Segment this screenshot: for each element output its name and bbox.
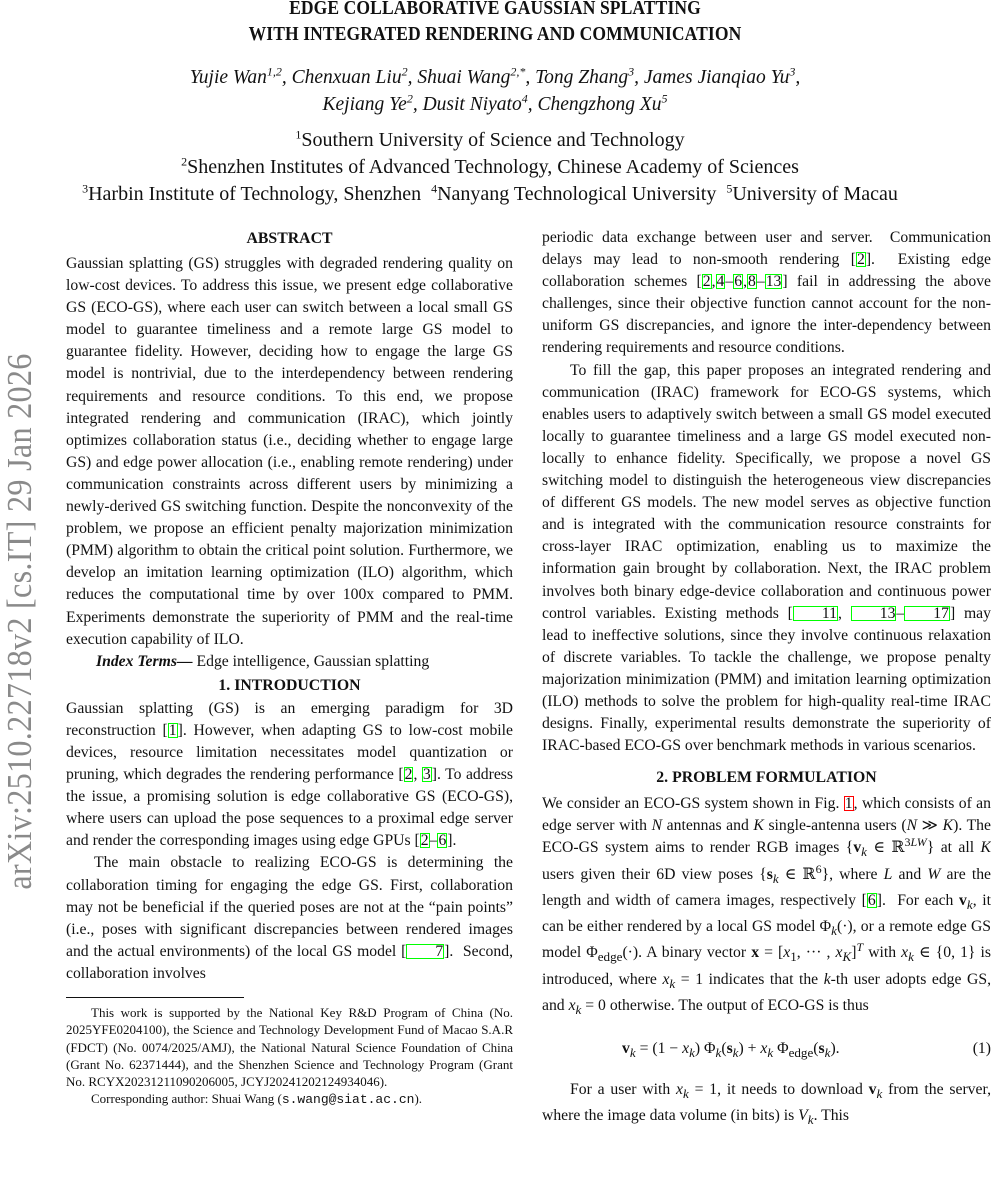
author: Chengzhong Xu$^5$ xyxy=(537,91,668,115)
citation-link[interactable]: 3 xyxy=(422,766,431,784)
left-column xyxy=(66,228,513,1109)
equation-1 xyxy=(542,1021,991,1079)
citation-link[interactable]: 4 xyxy=(716,273,725,291)
equation-body: $v_k = (1 - x_k) \Phi_k(s_k) + x_k$ $\Phi_{edge}(s_k)$. xyxy=(622,1040,840,1061)
citation-link[interactable]: 2 xyxy=(856,251,865,269)
affiliation: $^3$Harbin Institute of Technology, Shenzhen $^4$Nanyang Technological University $^5$University of Macau xyxy=(82,181,898,205)
author: Kejiang Ye$^2$ xyxy=(322,91,413,115)
citation-link[interactable]: 11 xyxy=(793,606,838,621)
problem-paragraph-2: For a user with $x_k = 1$, it needs to download $v_k$ from the server, where the image data volume (in bits) is $V_k$. This xyxy=(542,1081,991,1128)
index-terms: Index Terms— Edge intelligence, Gaussian splatting xyxy=(96,652,430,670)
citation-link[interactable]: 2 xyxy=(420,832,429,850)
citation-link[interactable]: 2 xyxy=(702,273,711,291)
abstract-text: Gaussian splatting (GS) struggles with degraded rendering quality on low-cost devices. To address this issue, we present edge collaborative GS (ECO-GS), where each user can switch between a local small GS model to guarantee timeliness and a remote large GS model to guarantee fidelity. However, deciding how to engage the large GS model is nontrivial, due to the interdependency between rendering requirements and resource conditions. To this end, we propose integrated rendering and communication (IRAC), which jointly optimizes collaboration status (i.e., deciding whether to engage large GS) and edge power allocation (i.e., enabling remote rendering) under communication constraints across different users by minimizing a newly-derived GS switching function. Despite the nonconvexity of the problem, we propose an efficient penalty majorization minimization (PMM) algorithm to obtain the critical point solution. Furthermore, we develop an imitation learning optimization (ILO) algorithm, which reduces the computational time by over 100x compared to PMM. Experiments demonstrate the superiority of PMM and the real-time execution capability of ILO. xyxy=(66,255,513,648)
author: Dusit Niyato$^4$ xyxy=(422,91,528,115)
corresponding-author-note: Corresponding author: Shuai Wang (s.wang@siat.ac.cn). xyxy=(91,1091,423,1108)
citation-link[interactable]: 13 xyxy=(765,273,782,291)
author: Yujie Wan$^{1,2}$ xyxy=(189,64,282,88)
corresponding-email: s.wang@siat.ac.cn xyxy=(281,1092,415,1108)
section-heading-introduction: 1. INTRODUCTION xyxy=(218,676,361,694)
title-line-2: WITH INTEGRATED RENDERING AND COMMUNICATION xyxy=(248,24,742,45)
citation-link[interactable]: 1 xyxy=(168,721,177,739)
affiliation: $^2$Shenzhen Institutes of Advanced Technology, Chinese Academy of Sciences xyxy=(181,154,799,178)
right-column xyxy=(542,227,991,1132)
citation-link[interactable]: 7 xyxy=(406,944,444,959)
citation-link[interactable]: 6 xyxy=(438,832,447,850)
author: Chenxuan Liu$^2$ xyxy=(291,64,408,88)
footnote xyxy=(66,1004,513,1109)
citation-link[interactable]: 6 xyxy=(867,891,876,909)
author-list: Yujie Wan$^{1,2}$, Chenxuan Liu$^2$, Shuai Wang$^{2,*}$, Tong Zhang$^3$, James Jianqiao Yu$^3$, Kejiang Ye$^2$, Dusit Niyato$^4$, Chengzhong Xu$^5$ xyxy=(189,64,801,115)
affiliation-list xyxy=(0,127,991,208)
figure-link[interactable]: 1 xyxy=(844,795,853,813)
citation-link[interactable]: 6 xyxy=(734,273,743,291)
author: Shuai Wang$^{2,*}$ xyxy=(417,64,526,88)
paper-title xyxy=(0,0,991,48)
funding-note: This work is supported by the National Key R&D Program of China (No. 2025YFE0204100), the Science and Technology Development Fund of Macao S.A.R (FDCT) (No. 0074/2025/AMJ), the National Natural Science Foundation of China (Grant No. 62371444), and the Shenzhen Science and Technology Program (Grant No. RCYX20231211090206005, JCYJ20241202124934046). xyxy=(66,1005,513,1090)
citation-link[interactable]: 17 xyxy=(904,606,950,621)
section-heading-problem-formulation: 2. PROBLEM FORMULATION xyxy=(656,769,877,787)
problem-paragraph-1: We consider an ECO-GS system shown in Fig. 1, which consists of an edge server with N antennas and K single-antenna users (N ≫ K). The ECO-GS system aims to render RGB images {$v_k$ ∈ ℝ$^{3LW}$} at all K users given their 6D view poses {$s_k$ ∈ ℝ$^6$}, where L and W are the length and width of camera images, respectively [6]. For each $v_k$, it can be either rendered by a local GS model $\Phi_k(\cdot)$, or a remote edge GS model $\Phi_{edge}(\cdot)$. A binary vector $x = [x_1$, ··· , $x_K]^T$ with $x_k$ ∈ {0, 1} is introduced, where $x_k = 1$ indicates that the k-th user adopts edge GS, and $x_k = 0$ otherwise. The output of ECO-GS is thus xyxy=(542,795,991,1017)
intro-paragraph-3: To fill the gap, this paper proposes an integrated rendering and communication (IRAC) framework for ECO-GS systems, which enables users to adaptively switch between a small GS model executed locally to guarantee timeliness and a large GS model executed non-locally to enhance fidelity. Specifically, we propose a novel GS switching model to distinguish the heterogeneous view discrepancies of different GS models. The new model serves as objective function and is integrated with the communication resource constraints for cross-layer IRAC optimization, enabling us to maximize the information gain brought by collaboration. Next, the IRAC problem involves both binary edge-device collaboration and continuous power control variables. Existing methods [ 11, 13– 17] may lead to ineffective solutions, since they involve continuous relaxation of discrete variables. To tackle the challenge, we propose penalty majorization minimization (PMM) and imitation learning optimization (ILO) methods to solve the problem for high-quality real-time IRAC designs. Finally, experimental results demonstrate the superiority of IRAC-based ECO-GS over benchmark methods in various scenarios. xyxy=(542,361,991,755)
abstract-heading: ABSTRACT xyxy=(246,230,333,247)
author: James Jianqiao Yu$^3$ xyxy=(643,64,796,88)
author: Tong Zhang$^3$ xyxy=(535,64,635,88)
intro-paragraph-2-cont: periodic data exchange between user and server. Communication delays may lead to non-smooth rendering [2]. Existing edge collaboration schemes [2,4–6,8–13] fail in addressing the above challenges, since their objective function cannot account for the non-uniform GS discrepancies, and ignore the inter-dependency between rendering requirements and resource conditions. xyxy=(542,229,991,357)
intro-paragraph-1: Gaussian splatting (GS) is an emerging paradigm for 3D reconstruction [1]. However, when adapting GS to low-cost mobile devices, resource limitation necessitates model quantization or pruning, which degrades the rendering performance [2, 3]. To address the issue, a promising solution is edge collaborative GS (ECO-GS), where users can upload the pose sequences to a proximal edge server and render the corresponding images using edge GPUs [2–6]. xyxy=(66,699,513,850)
arxiv-stamp: arXiv:2510.22718v2 [cs.IT] 29 Jan 2026 xyxy=(0,353,39,891)
equation-number: (1) xyxy=(972,1040,991,1058)
affiliation: $^1$Southern University of Science and Technology xyxy=(295,127,685,151)
intro-paragraph-2-start: The main obstacle to realizing ECO-GS is determining the collaboration timing for engaging the edge GS. First, collaboration may not be beneficial if the queried poses are not at the “pain points” (i.e., poses with significant discrepancies between rendered images and the actual environments) of the local GS model [ 7]. Second, collaboration involves xyxy=(66,854,514,982)
title-line-1: EDGE COLLABORATIVE GAUSSIAN SPLATTING xyxy=(289,0,701,19)
citation-link[interactable]: 2 xyxy=(404,766,413,784)
footnote-divider xyxy=(66,997,244,998)
citation-link[interactable]: 8 xyxy=(748,273,756,291)
citation-link[interactable]: 13 xyxy=(851,606,897,621)
